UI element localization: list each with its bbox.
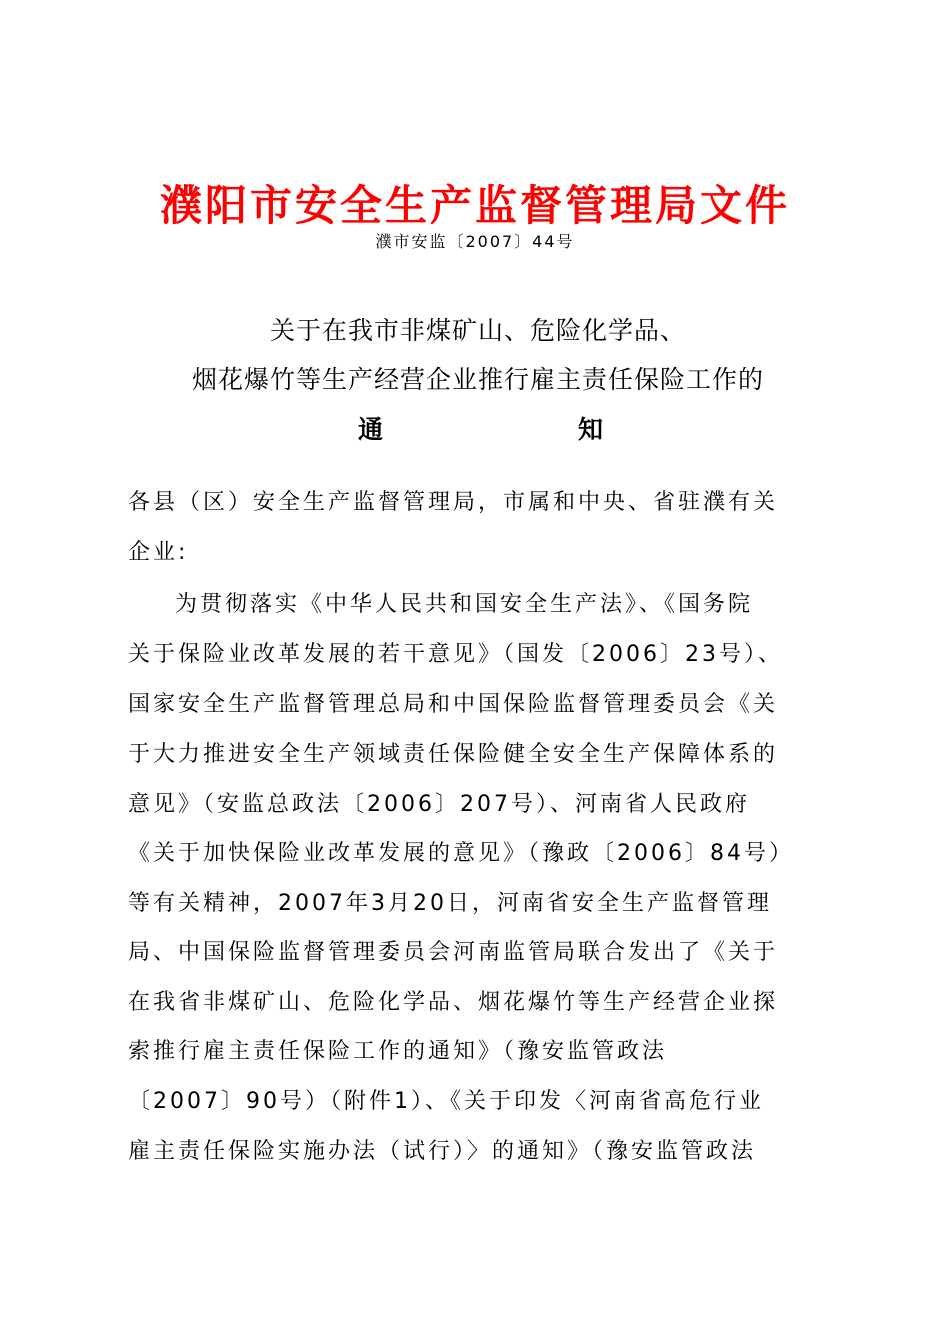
subject-line-1: 关于在我市非煤矿山、危险化学品、 — [269, 316, 686, 345]
body-line: 《关于加快保险业改革发展的意见》（豫政〔2006〕84号） — [128, 841, 794, 866]
body-line: 索推行雇主责任保险工作的通知》（豫安监管政法 — [128, 1039, 668, 1064]
body-line: 意见》（安监总政法〔2006〕207号）、河南省人民政府 — [128, 792, 750, 817]
body-line: 于大力推进安全生产领域责任保险健全安全生产保障体系的 — [128, 742, 779, 767]
body-line: 〔2007〕90号）（附件1）、《关于印发〈河南省高危行业 — [128, 1089, 764, 1114]
document-number: 濮市安监〔2007〕44号 — [375, 232, 575, 251]
body-line: 雇主责任保险实施办法（试行）〉的通知》（豫安监管政法 — [128, 1139, 757, 1164]
body-line: 关于保险业改革发展的若干意见》（国发〔2006〕23号）、 — [128, 642, 783, 667]
body-line: 为贯彻落实《中华人民共和国安全生产法》、《国务院 — [150, 592, 754, 617]
body-line: 等有关精神，2007年3月20日，河南省安全生产监督管理 — [128, 891, 772, 916]
body-line: 各县（区）安全生产监督管理局，市属和中央、省驻濮有关 — [128, 490, 779, 515]
body-line: 在我省非煤矿山、危险化学品、烟花爆竹等生产经营企业探 — [128, 990, 779, 1015]
document-header-title: 濮阳市安全生产监督管理局文件 — [159, 181, 790, 230]
notice-char-2: 知 — [578, 415, 604, 444]
body-line: 企业: — [128, 540, 189, 565]
subject-line-2: 烟花爆竹等生产经营企业推行雇主责任保险工作的 — [191, 365, 764, 394]
body-line: 局、中国保险监督管理委员会河南监管局联合发出了《关于 — [128, 940, 779, 965]
notice-char-1: 通 — [358, 415, 384, 444]
body-line: 国家安全生产监督管理总局和中国保险监督管理委员会《关 — [128, 692, 779, 717]
